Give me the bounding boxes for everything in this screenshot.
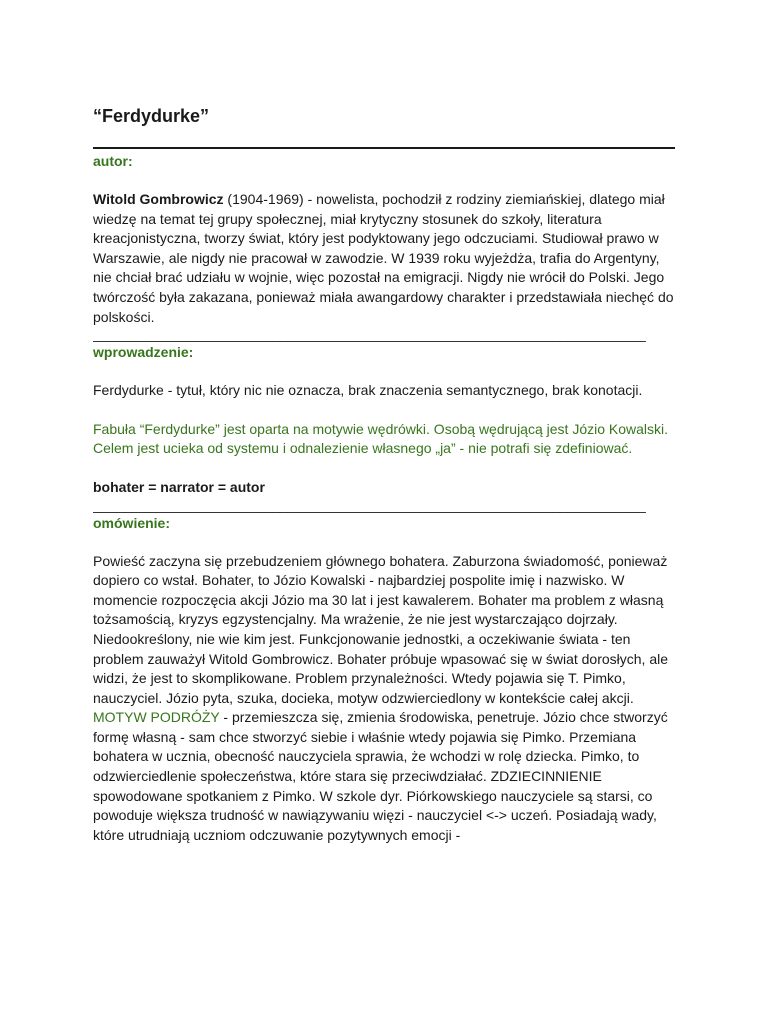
omowienie-text-1: Powieść zaczyna się przebudzeniem głównego bohatera. Zaburzona świadomość, ponieważ dopiero co wstał. Bohater, to Józio Kowalski - najbardziej pospolite imię i nazwisko. W momencie rozpoczęcia akcji Józio ma 30 lat i jest kawalerem. Bohater ma problem z własną tożsamością, kryzys egzystencjalny. Ma wrażenie, że nie jest wystarczająco dojrzały. Niedookreślony, nie wie kim jest. Funkcjonowanie jednostki, a oczekiwanie świata - ten problem zauważył Witold Gombrowicz. Bohater próbuje wpasować się w świat dorosłych, ale widzi, że jest to skomplikowane. Problem przynależności. Wtedy pojawia się T. Pimko, nauczyciel. Józio pyta, szuka, docieka, motyw odzwierciedlony w kontekście całej akcji. [93, 552, 669, 706]
document-body [93, 104, 675, 845]
section-label-wprowadzenie: wprowadzenie: [93, 344, 194, 361]
bohater-equation: bohater = narrator = autor [93, 478, 265, 495]
document-title: “Ferdydurke” [93, 106, 210, 126]
autor-text: (1904-1969) - nowelista, pochodził z rodziny ziemiańskiej, dlatego miał wiedzę na temat tej grupy społecznej, miał krytyczny stosunek do szkoły, literatura kreacjonistyczna, tworzy świat, który jest podyktowany jego odczuciami. Studiował prawo w Warszawie, ale nigdy nie pracował w zawodzie. W 1939 roku wyjeżdża, trafia do Argentyny, nie chciał brać udziału w wojnie, więc pozostał na emigracji. Nigdy nie wrócił do Polski. Jego twórczość była zakazana, ponieważ miała awangardowy charakter i przedstawiała niechęć do polskości. [93, 191, 674, 325]
separator-line: _______________________________________________________________________ [93, 327, 646, 343]
wprowadzenie-paragraph-3 [93, 478, 675, 498]
wprowadzenie-paragraph-2: Fabuła “Ferdydurke” jest oparta na motywie wędrówki. Osobą wędrującą jest Józio Kowalski. Celem jest ucieka od systemu i odnalezienie własnego „ja” - nie potrafi się zdefiniować. [93, 420, 669, 457]
author-name: Witold Gombrowicz [93, 191, 224, 207]
omowienie-text-2: - przemieszcza się, zmienia środowiska, penetruje. Józio chce stworzyć formę własną - sam chce stworzyć siebie i właśnie wtedy pojawia się Pimko. Przemiana bohatera w ucznia, obecność nauczyciela sprawia, że wchodzi w rolę dziecka. Pimko, to odzwierciedlenie społeczeństwa, które stara się przeciwdziałać. ZDZIECINNIENIE spowodowane spotkaniem z Pimko. W szkole dyr. Piórkowskiego nauczyciele są starsi, co powoduje większa trudność w nawiązywaniu więzi - nauczyciel <-> uczeń. Posiadają wady, które utrudniają uczniom odczuwanie pozytywnych emocji - [93, 709, 668, 843]
autor-paragraph [93, 190, 675, 327]
title-rule [93, 147, 675, 149]
omowienie-paragraph [93, 552, 675, 846]
separator-line: _______________________________________________________________________ [93, 497, 646, 513]
section-label-omowienie: omówienie: [93, 514, 171, 531]
wprowadzenie-paragraph-1: Ferdydurke - tytuł, który nic nie oznacza, brak znaczenia semantycznego, brak konotacji. [93, 382, 643, 399]
motyw-podrozy-highlight: MOTYW PODRÓŻY [93, 709, 220, 726]
section-label-autor: autor: [93, 153, 133, 169]
